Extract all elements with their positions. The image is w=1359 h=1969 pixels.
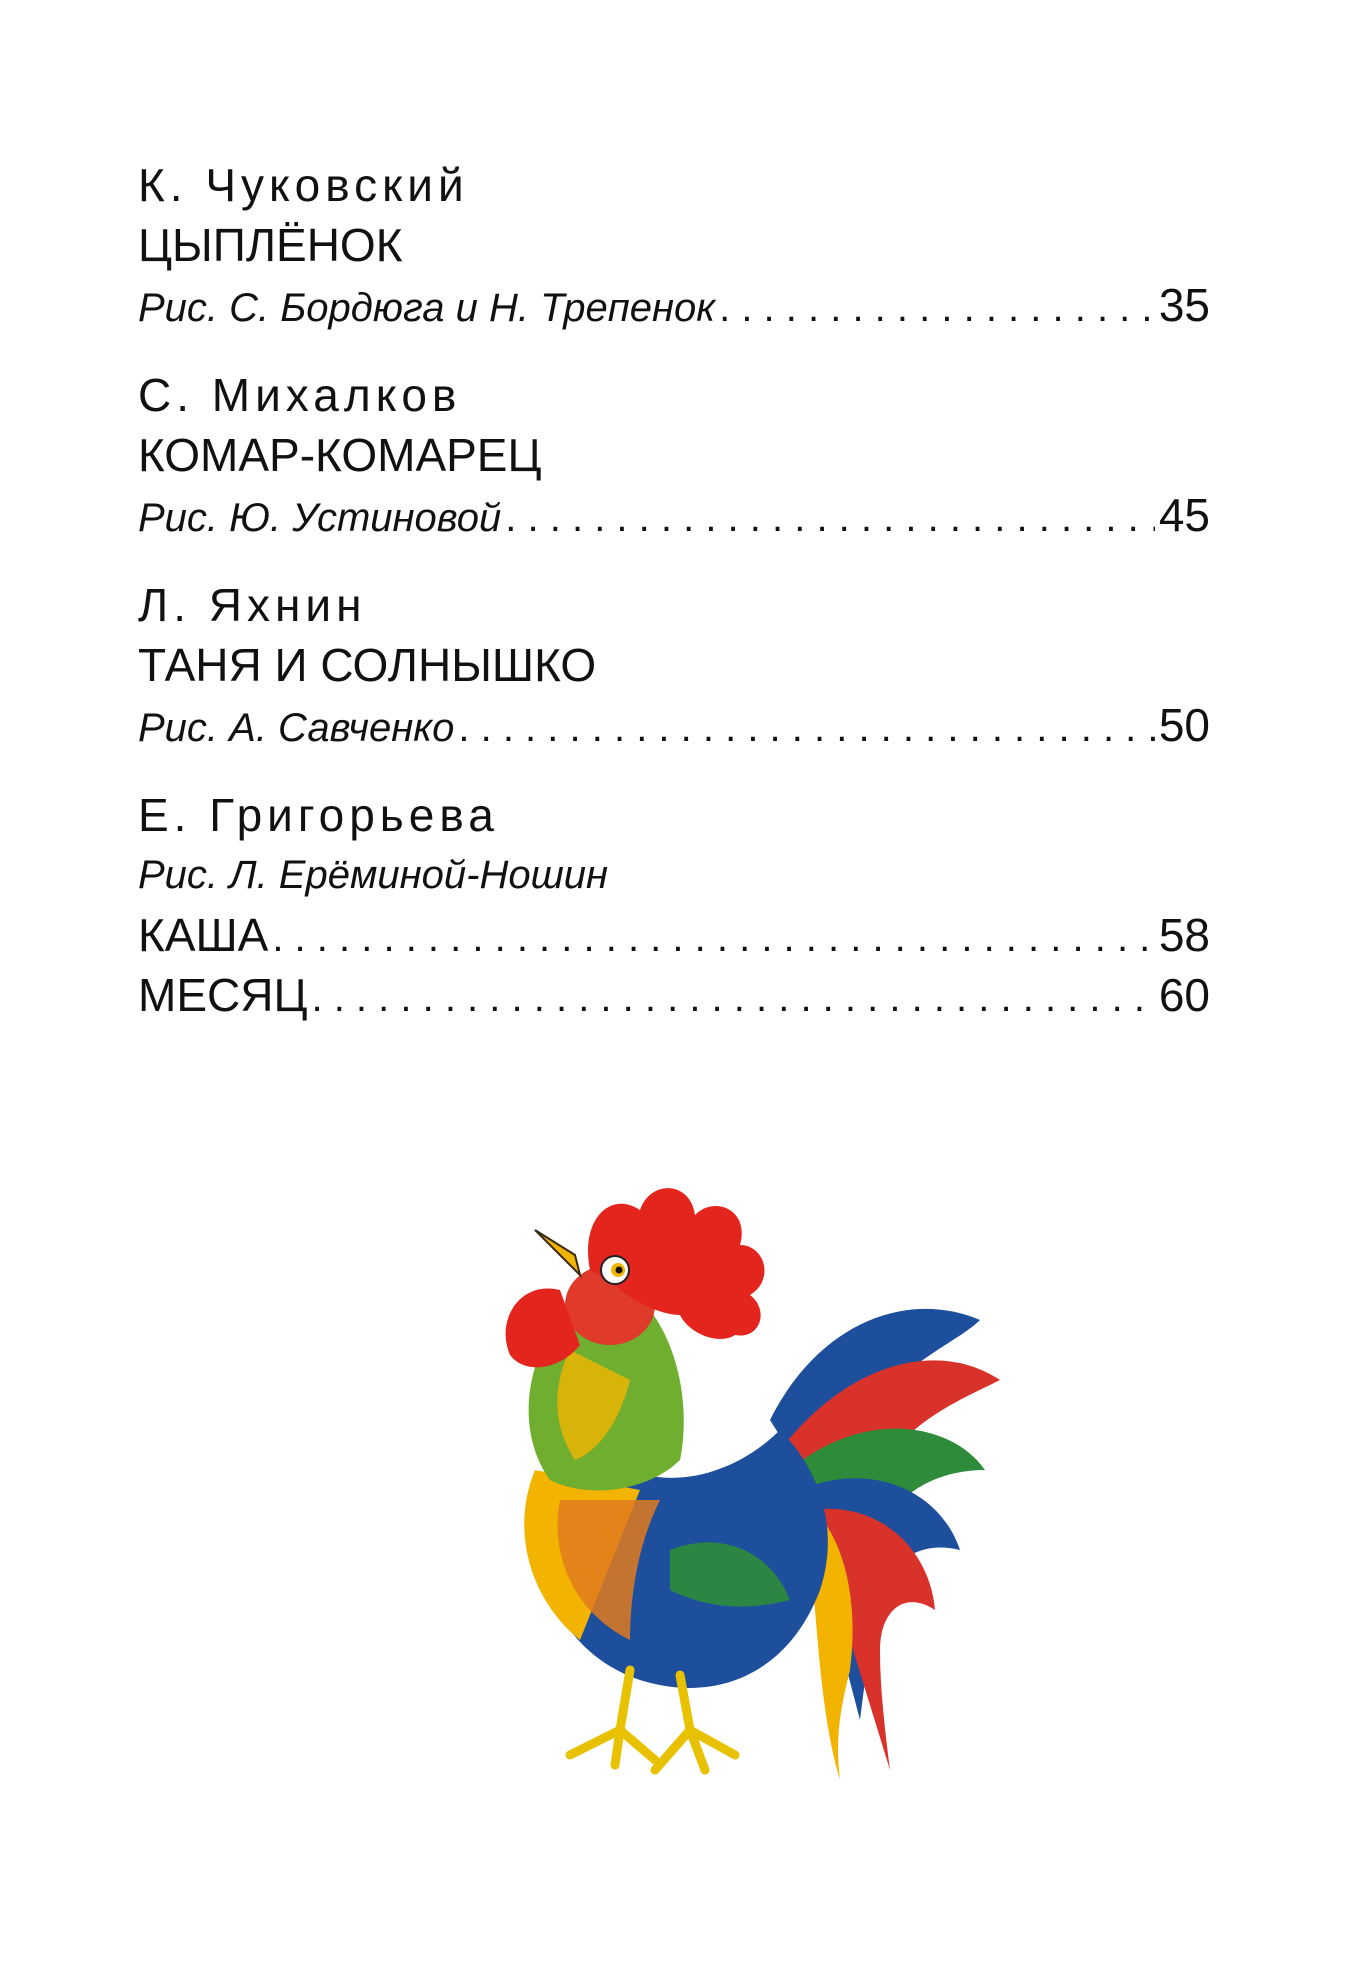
entry-illustrator-row[interactable] — [138, 695, 1210, 755]
entry-page-number: 58 — [1158, 909, 1210, 961]
rooster-illustration — [440, 1170, 1040, 1790]
dot-leader — [458, 698, 1154, 755]
entry-title: КОМАР-КОМАРЕЦ — [138, 429, 542, 481]
toc-entry — [138, 575, 1210, 755]
dot-leader — [272, 908, 1155, 965]
entry-item-row[interactable] — [138, 905, 1210, 965]
entry-title: ЦЫПЛЁНОК — [138, 219, 403, 271]
entry-author: Е. Григорьева — [138, 789, 499, 841]
entry-illustrator-row[interactable] — [138, 485, 1210, 545]
entry-author: Л. Яхнин — [138, 579, 367, 631]
rooster-icon — [440, 1170, 1040, 1790]
rooster-pupil — [616, 1267, 623, 1274]
entry-illustrator: Рис. А. Савченко — [138, 706, 455, 750]
entry-illustrator-row[interactable] — [138, 275, 1210, 335]
toc-entry — [138, 365, 1210, 545]
entry-page-number: 35 — [1158, 279, 1210, 331]
entry-title: МЕСЯЦ — [138, 969, 308, 1021]
entry-item-row[interactable] — [138, 965, 1210, 1025]
entry-title: КАША — [138, 909, 269, 961]
dot-leader — [505, 488, 1155, 545]
entry-page-number: 50 — [1158, 699, 1210, 751]
table-of-contents — [138, 155, 1210, 1055]
toc-entry — [138, 785, 1210, 1025]
dot-leader — [719, 278, 1155, 335]
entry-author: С. Михалков — [138, 369, 462, 421]
dot-leader — [311, 968, 1154, 1025]
toe — [620, 1730, 655, 1760]
entry-page-number: 60 — [1158, 969, 1210, 1021]
entry-title: ТАНЯ И СОЛНЫШКО — [138, 639, 597, 691]
entry-illustrator: Рис. Ю. Устиновой — [138, 496, 502, 540]
toc-entry — [138, 155, 1210, 335]
rooster-beak — [535, 1230, 580, 1275]
entry-author: К. Чуковский — [138, 159, 469, 211]
entry-page-number: 45 — [1158, 489, 1210, 541]
entry-illustrator: Рис. Л. Ерёминой-Ношин — [138, 853, 609, 897]
leg-right — [655, 1675, 690, 1770]
entry-illustrator: Рис. С. Бордюга и Н. Трепенок — [138, 286, 716, 330]
